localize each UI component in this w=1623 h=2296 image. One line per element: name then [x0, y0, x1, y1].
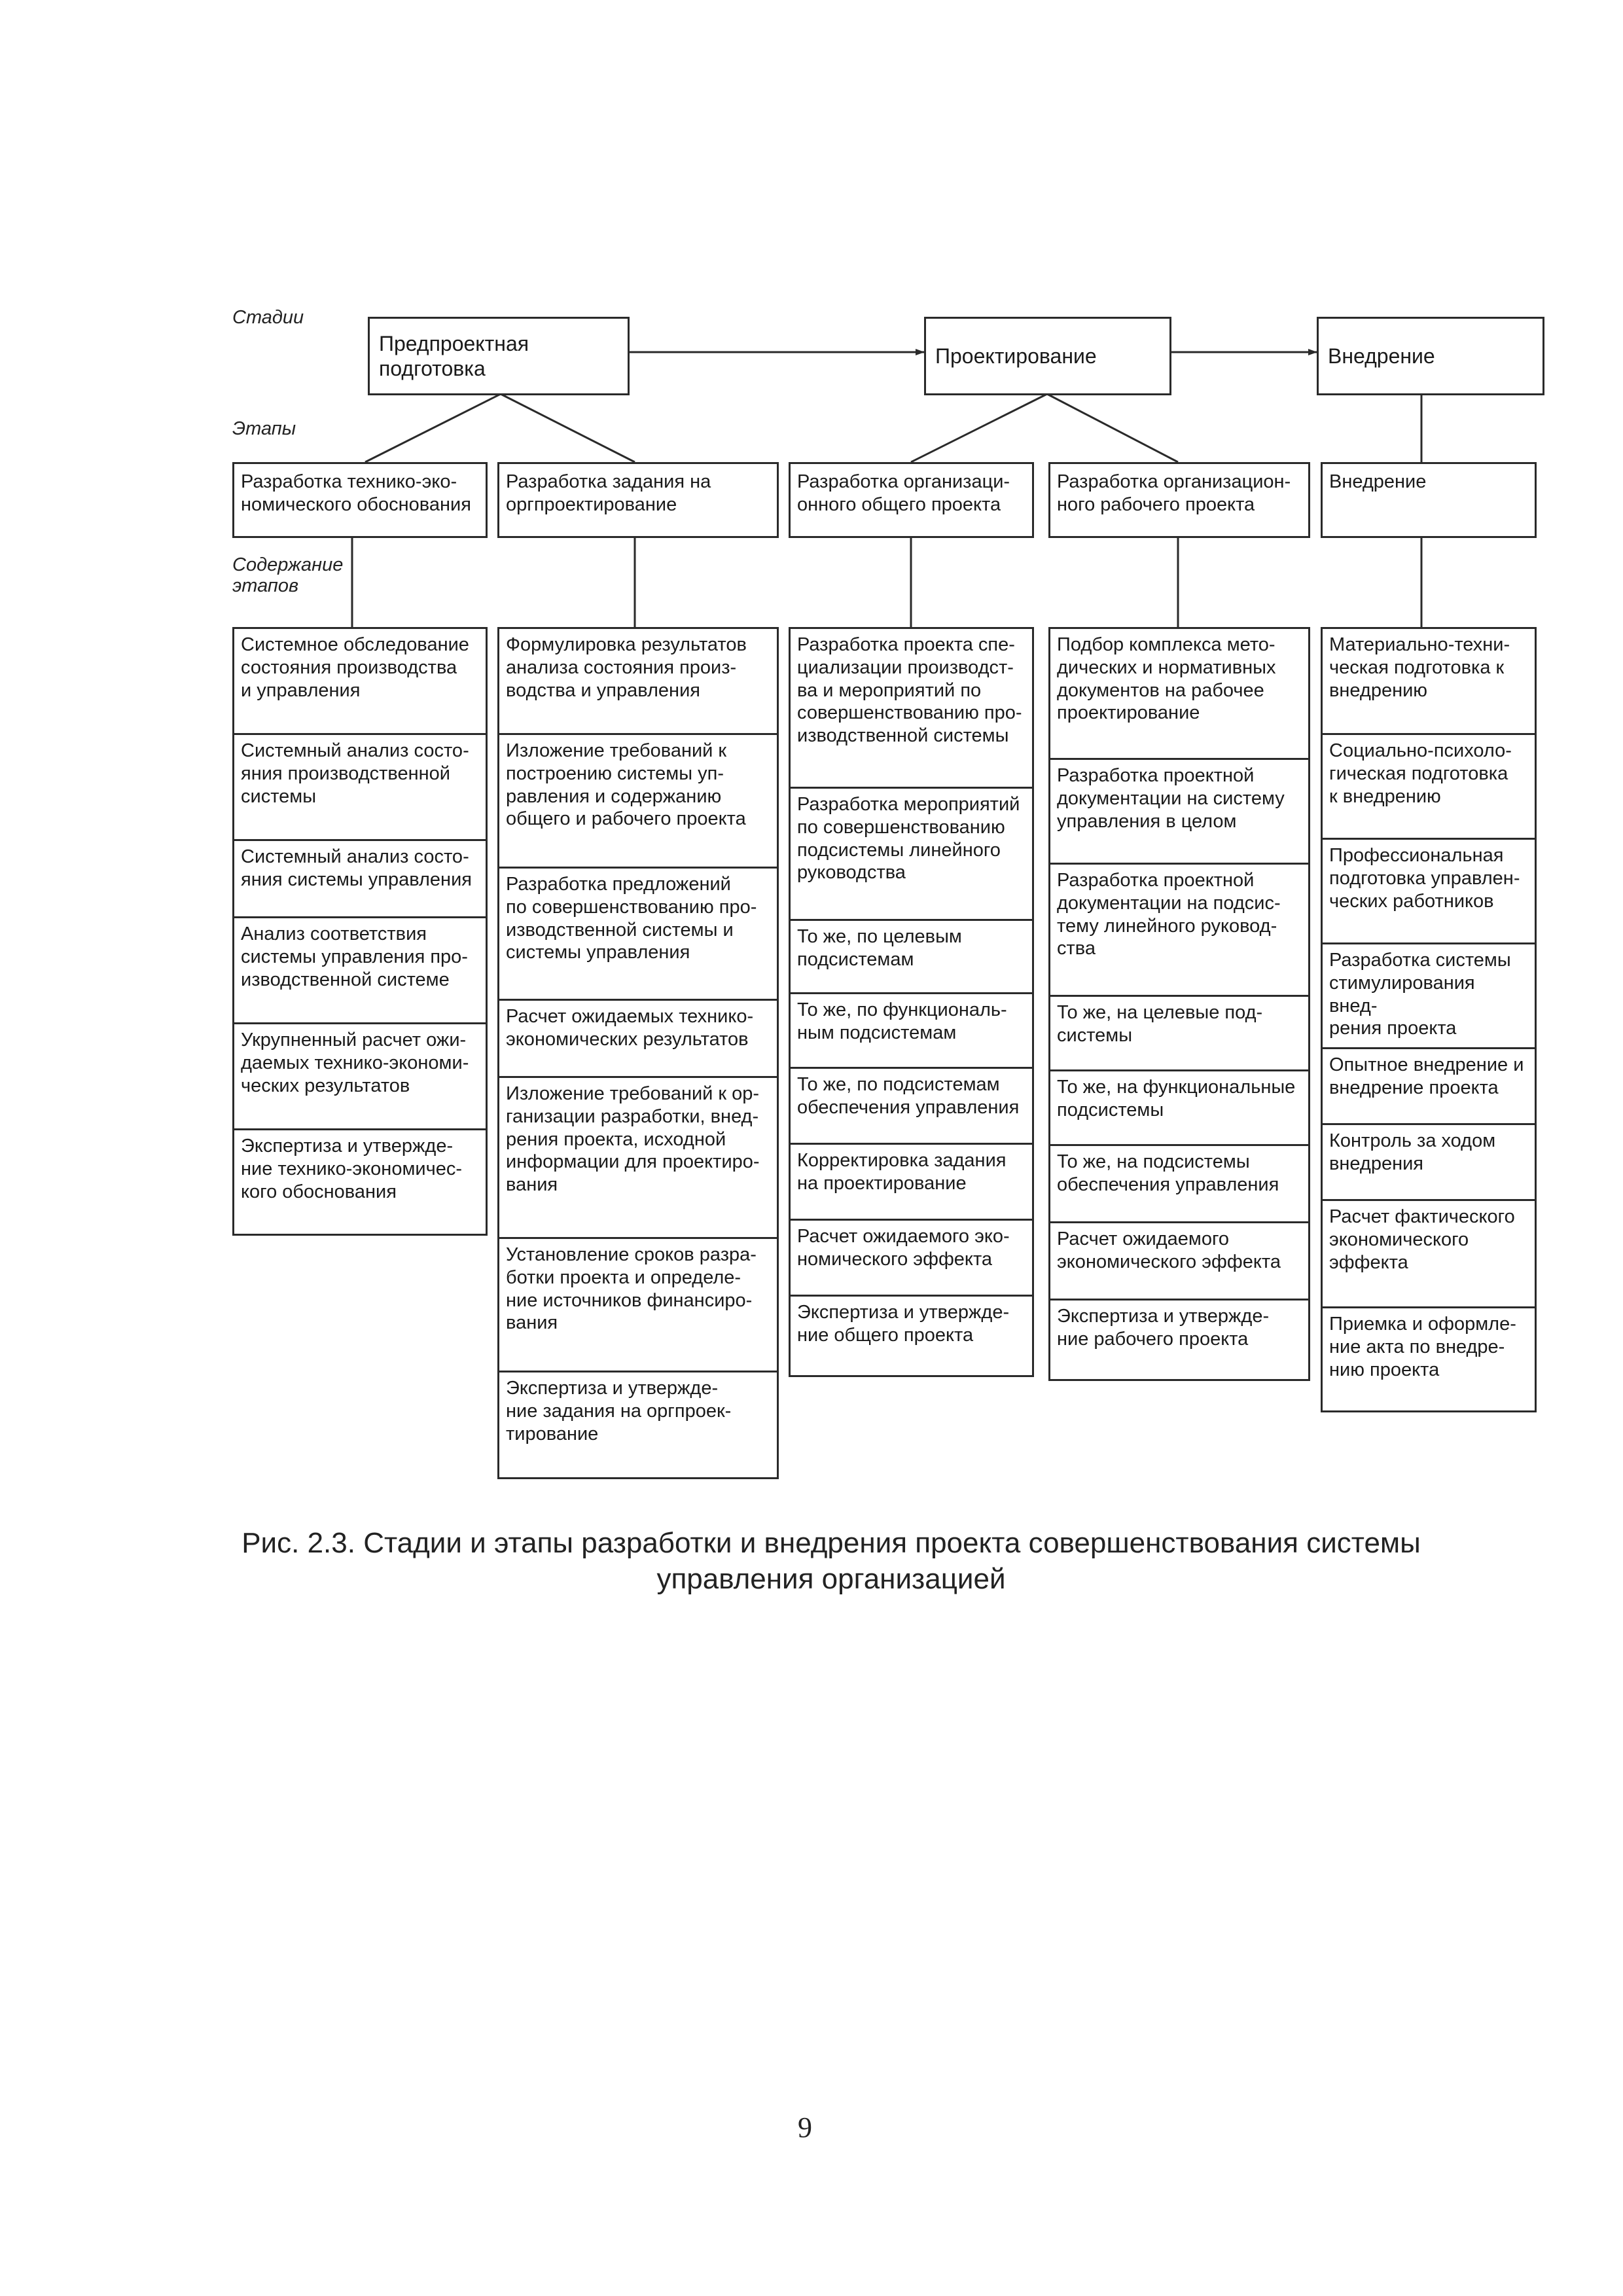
content-column-2: [497, 627, 779, 1479]
content-item: Разработка системы стимулирования внед- рения проекта: [1323, 944, 1535, 1049]
content-column-3: [789, 627, 1034, 1377]
etap-zadanie: Разработка задания на оргпроектирование: [497, 462, 779, 538]
stage-vnedrenie: [1317, 317, 1544, 395]
content-column-1: [232, 627, 488, 1236]
stage-label: Внедрение: [1328, 344, 1435, 368]
content-item: Опытное внедрение и внедрение проекта: [1323, 1049, 1535, 1125]
content-item: Экспертиза и утвержде- ние технико-экономичес- кого обоснования: [241, 1136, 462, 1202]
content-item: Расчет фактического экономического эффекта: [1323, 1201, 1535, 1308]
content-column-4: [1048, 627, 1310, 1381]
etap-obshchiy-proekt: Разработка организаци- онного общего проекта: [789, 462, 1034, 538]
etap-rabochiy-proekt: Разработка организацион- ного рабочего проекта: [1048, 462, 1310, 538]
content-item: Разработка проекта спе- циализации производст- ва и мероприятий по совершенствованию про- изводственной системы: [791, 629, 1032, 789]
soderzhanie-label: Содержание этапов: [232, 554, 344, 596]
stage-proektirovanie: [924, 317, 1171, 395]
content-item: Экспертиза и утвержде- ние рабочего проекта: [1057, 1306, 1270, 1350]
page-number: 9: [798, 2111, 812, 2144]
content-item: Экспертиза и утвержде- ние задания на оргпроек- тирование: [506, 1378, 732, 1444]
content-item: Приемка и оформле- ние акта по внедре- нию проекта: [1329, 1314, 1516, 1380]
content-item: Установление сроков разра- ботки проекта и определе- ние источников финансиро- вания: [499, 1239, 777, 1372]
content-item: То же, на функциональные подсистемы: [1050, 1071, 1308, 1146]
content-item: Корректировка задания на проектирование: [791, 1145, 1032, 1221]
content-column-5: [1321, 627, 1537, 1412]
content-item: То же, на целевые под- системы: [1050, 997, 1308, 1071]
content-item: Профессиональная подготовка управлен- ческих работников: [1323, 840, 1535, 944]
content-item: Подбор комплекса мето- дических и нормативных документов на рабочее проектирование: [1050, 629, 1308, 760]
content-item: Разработка проектной документации на систему управления в целом: [1050, 760, 1308, 865]
content-item: Контроль за ходом внедрения: [1323, 1125, 1535, 1201]
figure-caption: Рис. 2.3. Стадии и этапы разработки и внедрения проекта совершенствования системы управления организацией: [241, 1527, 1421, 1595]
content-item: Разработка мероприятий по совершенствованию подсистемы линейного руководства: [791, 789, 1032, 921]
etap-vnedrenie: Внедрение: [1321, 462, 1537, 538]
content-item: То же, по функциональ- ным подсистемам: [791, 994, 1032, 1069]
stages-label: Стадии: [232, 307, 304, 328]
content-item: Материально-техни- ческая подготовка к внедрению: [1323, 629, 1535, 735]
stage-label: Проектирование: [935, 344, 1097, 368]
content-item: То же, на подсистемы обеспечения управления: [1050, 1146, 1308, 1223]
stage-label: Предпроектная подготовка: [379, 331, 529, 380]
content-item: Системный анализ состо- яния системы управления: [234, 841, 486, 918]
stage-predproektnaya: [368, 317, 630, 395]
content-item: То же, по подсистемам обеспечения управления: [791, 1069, 1032, 1145]
content-item: Анализ соответствия системы управления про- изводственной системе: [234, 918, 486, 1024]
content-item: То же, по целевым подсистемам: [791, 921, 1032, 994]
content-item: Изложение требований к построению системы уп- равления и содержанию общего и рабочего проекта: [499, 735, 777, 869]
content-item: Укрупненный расчет ожи- даемых технико-экономи- ческих результатов: [234, 1024, 486, 1130]
content-item: Расчет ожидаемого эко- номического эффекта: [791, 1221, 1032, 1297]
content-item: Системный анализ состо- яния производственной системы: [234, 735, 486, 841]
etapy-label: Этапы: [232, 418, 296, 439]
content-item: Экспертиза и утвержде- ние общего проекта: [797, 1302, 1010, 1346]
content-item: Социально-психоло- гическая подготовка к внедрению: [1323, 735, 1535, 840]
etap-teo: Разработка технико-эко- номического обоснования: [232, 462, 488, 538]
content-item: Системное обследование состояния производства и управления: [234, 629, 486, 735]
content-item: Изложение требований к ор- ганизации разработки, внед- рения проекта, исходной информации для проектиро- вания: [499, 1078, 777, 1239]
content-item: Разработка предложений по совершенствованию про- изводственной системы и системы управления: [499, 869, 777, 1001]
content-item: Формулировка результатов анализа состояния произ- водства и управления: [499, 629, 777, 735]
content-item: Расчет ожидаемых технико- экономических результатов: [499, 1001, 777, 1078]
content-item: Расчет ожидаемого экономического эффекта: [1050, 1223, 1308, 1300]
content-item: Разработка проектной документации на подсис- тему линейного руковод- ства: [1050, 865, 1308, 997]
